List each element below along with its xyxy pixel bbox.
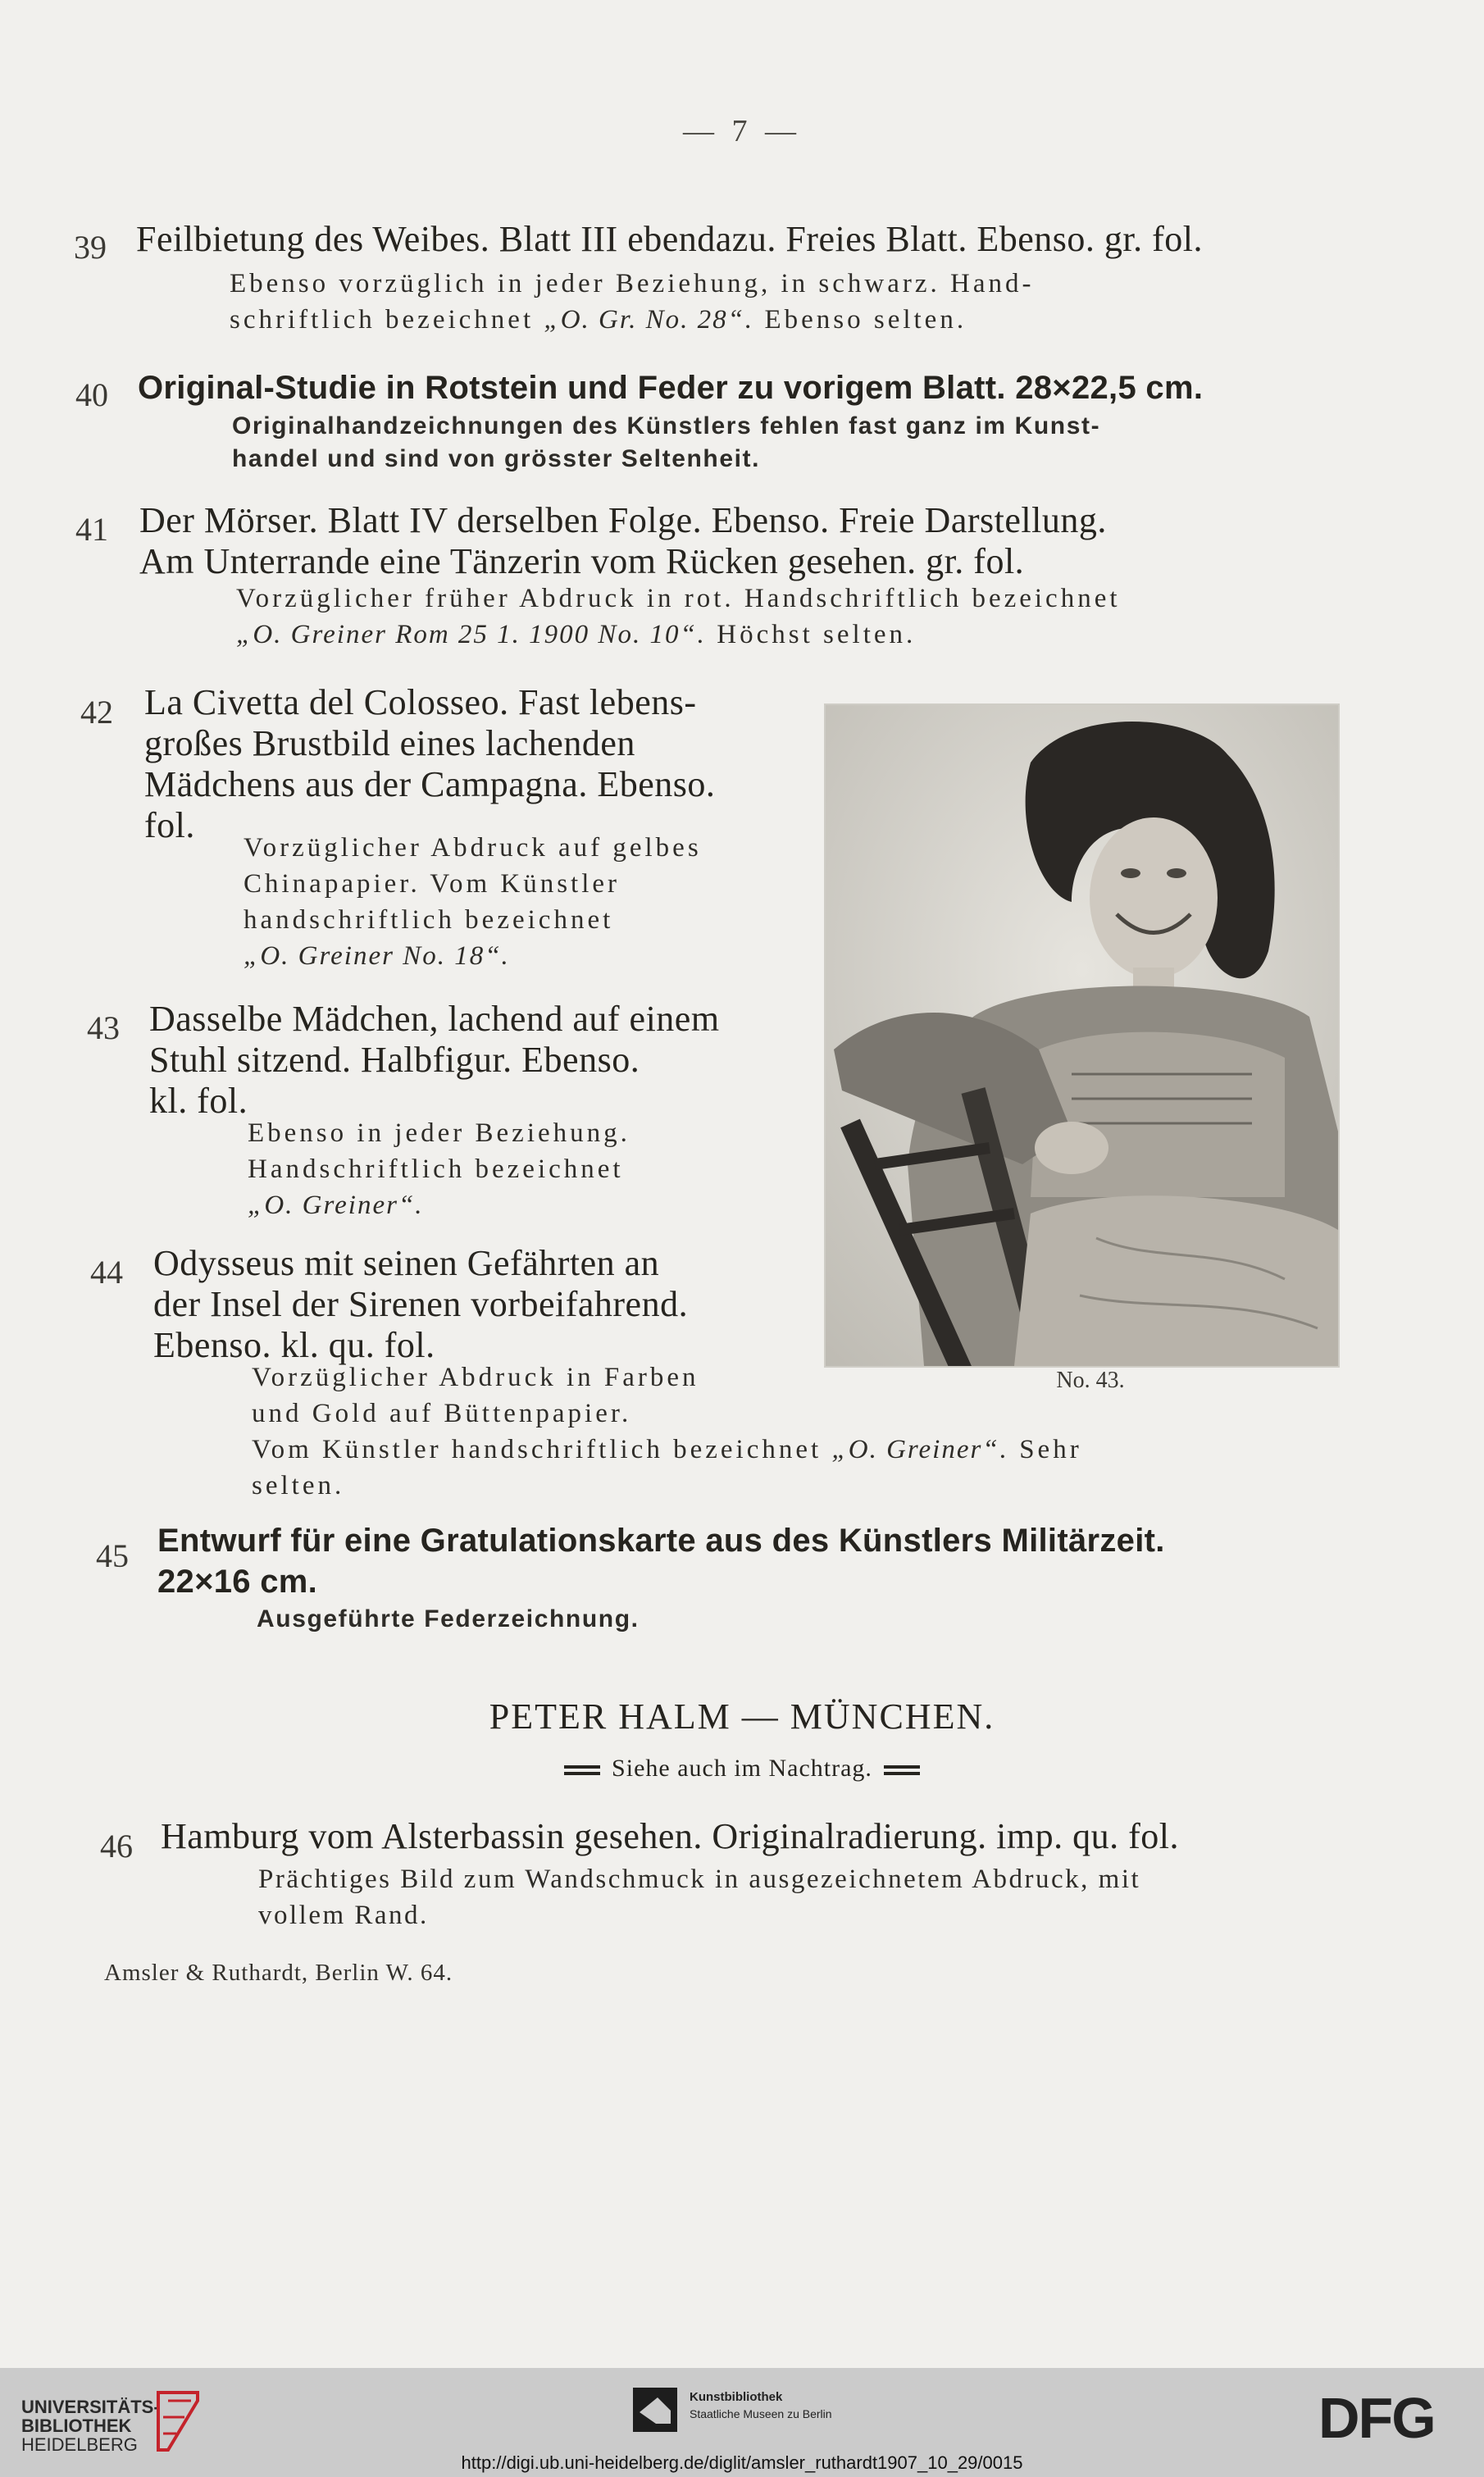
double-rule-left (564, 1765, 600, 1775)
entry-45-title-line-1: Entwurf für eine Gratulationskarte aus des Künstlers Militärzeit. (157, 1523, 1165, 1559)
entry-46-title: Hamburg vom Alsterbassin gesehen. Originalradierung. imp. qu. fol. (161, 1816, 1179, 1856)
signature: „O. Greiner No. 18“. (244, 941, 510, 971)
entry-42-title-line-4: fol. (144, 805, 195, 845)
entry-42-title (144, 682, 792, 846)
entry-39-number: 39 (74, 229, 107, 266)
entry-39-desc-line-1: Ebenso vorzüglich in jeder Beziehung, in schwarz. Hand- (230, 269, 1035, 298)
entry-42-desc-line-3: handschriftlich bezeichnet (244, 905, 614, 935)
entry-40-desc-line-1: Originalhandzeichnungen des Künstlers fehlen fast ganz im Kunst- (232, 412, 1101, 439)
entry-41-description (236, 581, 1351, 653)
entry-41-title-line-2: Am Unterrande eine Tänzerin vom Rücken gesehen. gr. fol. (139, 541, 1025, 581)
entry-44-desc-line-2: und Gold auf Büttenpapier. (252, 1399, 632, 1428)
signature: „O. Gr. No. 28“ (544, 305, 744, 335)
entry-45-description: Ausgeführte Federzeichnung. (257, 1605, 640, 1632)
laughing-girl-illustration (826, 705, 1338, 1366)
permalink-url[interactable]: http://digi.ub.uni-heidelberg.de/diglit/amsler_ruthardt1907_10_29/0015 (461, 2452, 1023, 2473)
entry-43-title-line-3: kl. fol. (149, 1081, 248, 1121)
entry-46-description (258, 1861, 1357, 1933)
signature: „O. Greiner“ (831, 1435, 999, 1464)
entry-40-title: Original-Studie in Rotstein und Feder zu vorigem Blatt. 28×22,5 cm. (138, 370, 1204, 406)
page-number: — 7 — (683, 114, 801, 148)
entry-45-title (157, 1520, 1354, 1602)
entry-43-desc-line-2: Handschriftlich bezeichnet (248, 1154, 624, 1184)
entry-42-desc-line-2: Chinapapier. Vom Künstler (244, 869, 621, 899)
entry-40-number: 40 (75, 376, 108, 413)
entry-41-title (139, 500, 1336, 582)
printer-imprint: Amsler & Ruthardt, Berlin W. 64. (104, 1960, 453, 1986)
entry-42-description (244, 830, 801, 974)
entry-41-number: 41 (75, 511, 108, 548)
entry-39-desc-line-2: schriftlich bezeichnet „O. Gr. No. 28“. Ebenso selten. (230, 305, 967, 335)
entry-43-description (248, 1115, 805, 1223)
entry-46-desc-line-1: Prächtiges Bild zum Wandschmuck in ausgezeichnetem Abdruck, mit (258, 1865, 1141, 1894)
entry-44-desc-line-3: Vom Künstler handschriftlich bezeichnet „O. Greiner“. Sehr (252, 1435, 1082, 1464)
entry-44-desc-line-1: Vorzüglicher Abdruck in Farben (252, 1363, 699, 1392)
signature: „O. Greiner“. (248, 1191, 424, 1220)
entry-42-title-line-1: La Civetta del Colosseo. Fast lebens- (144, 682, 697, 722)
entry-44-number: 44 (90, 1254, 123, 1291)
entry-39-title: Feilbietung des Weibes. Blatt III ebendazu. Freies Blatt. Ebenso. gr. fol. (136, 219, 1204, 259)
entry-39-description (230, 266, 1328, 338)
entry-42-title-line-3: Mädchens aus der Campagna. Ebenso. (144, 764, 716, 804)
entry-43-title (149, 999, 789, 1122)
signature: „O. Greiner Rom 25 1. 1900 No. 10“ (236, 620, 697, 649)
entry-44-title-line-2: der Insel der Sirenen vorbeifahrend. (153, 1284, 689, 1324)
entry-41-desc-line-1: Vorzüglicher früher Abdruck in rot. Handschriftlich bezeichnet (236, 584, 1121, 613)
ub-heidelberg-logo-icon[interactable] (152, 2384, 204, 2458)
entry-45-number: 45 (96, 1537, 129, 1574)
ub-heidelberg-logo-text[interactable]: UNIVERSITÄTS- BIBLIOTHEK HEIDELBERG (21, 2397, 160, 2455)
portrait-photo (824, 703, 1340, 1368)
entry-43-title-line-1: Dasselbe Mädchen, lachend auf einem (149, 999, 720, 1039)
entry-41-desc-line-2: „O. Greiner Rom 25 1. 1900 No. 10“. Höchst selten. (236, 620, 917, 649)
entry-44-title (153, 1243, 793, 1366)
figure-caption: No. 43. (1056, 1368, 1125, 1393)
entry-46-desc-line-2: vollem Rand. (258, 1901, 429, 1930)
kunstbibliothek-logo-icon[interactable] (633, 2388, 677, 2432)
section-title: PETER HALM — MÜNCHEN. (489, 1696, 995, 1737)
entry-43-number: 43 (87, 1009, 120, 1046)
entry-43-desc-line-1: Ebenso in jeder Beziehung. (248, 1118, 630, 1148)
entry-44-title-line-1: Odysseus mit seinen Gefährten an (153, 1243, 660, 1283)
viewer-footer (0, 2368, 1484, 2477)
entry-43-title-line-2: Stuhl sitzend. Halbfigur. Ebenso. (149, 1040, 640, 1080)
entry-42-desc-line-1: Vorzüglicher Abdruck auf gelbes (244, 833, 702, 863)
entry-45-title-line-2: 22×16 cm. (157, 1564, 318, 1600)
entry-42-title-line-2: großes Brustbild eines lachenden (144, 723, 635, 763)
double-rule-right (884, 1765, 920, 1775)
section-subtitle: Siehe auch im Nachtrag. (0, 1755, 1484, 1783)
entry-42-number: 42 (80, 694, 113, 731)
entry-46-number: 46 (100, 1828, 133, 1865)
entry-40-description (232, 410, 1347, 476)
dfg-logo[interactable]: DFG (1318, 2386, 1435, 2450)
entry-44-desc-line-4: selten. (252, 1471, 345, 1500)
entry-44-title-line-3: Ebenso. kl. qu. fol. (153, 1325, 435, 1365)
kunstbibliothek-logo-text[interactable]: Kunstbibliothek Staatliche Museen zu Berlin (690, 2390, 832, 2420)
entry-40-desc-line-2: handel und sind von grösster Seltenheit. (232, 445, 761, 472)
entry-44-description (252, 1359, 1350, 1504)
entry-41-title-line-1: Der Mörser. Blatt IV derselben Folge. Ebenso. Freie Darstellung. (139, 500, 1107, 540)
